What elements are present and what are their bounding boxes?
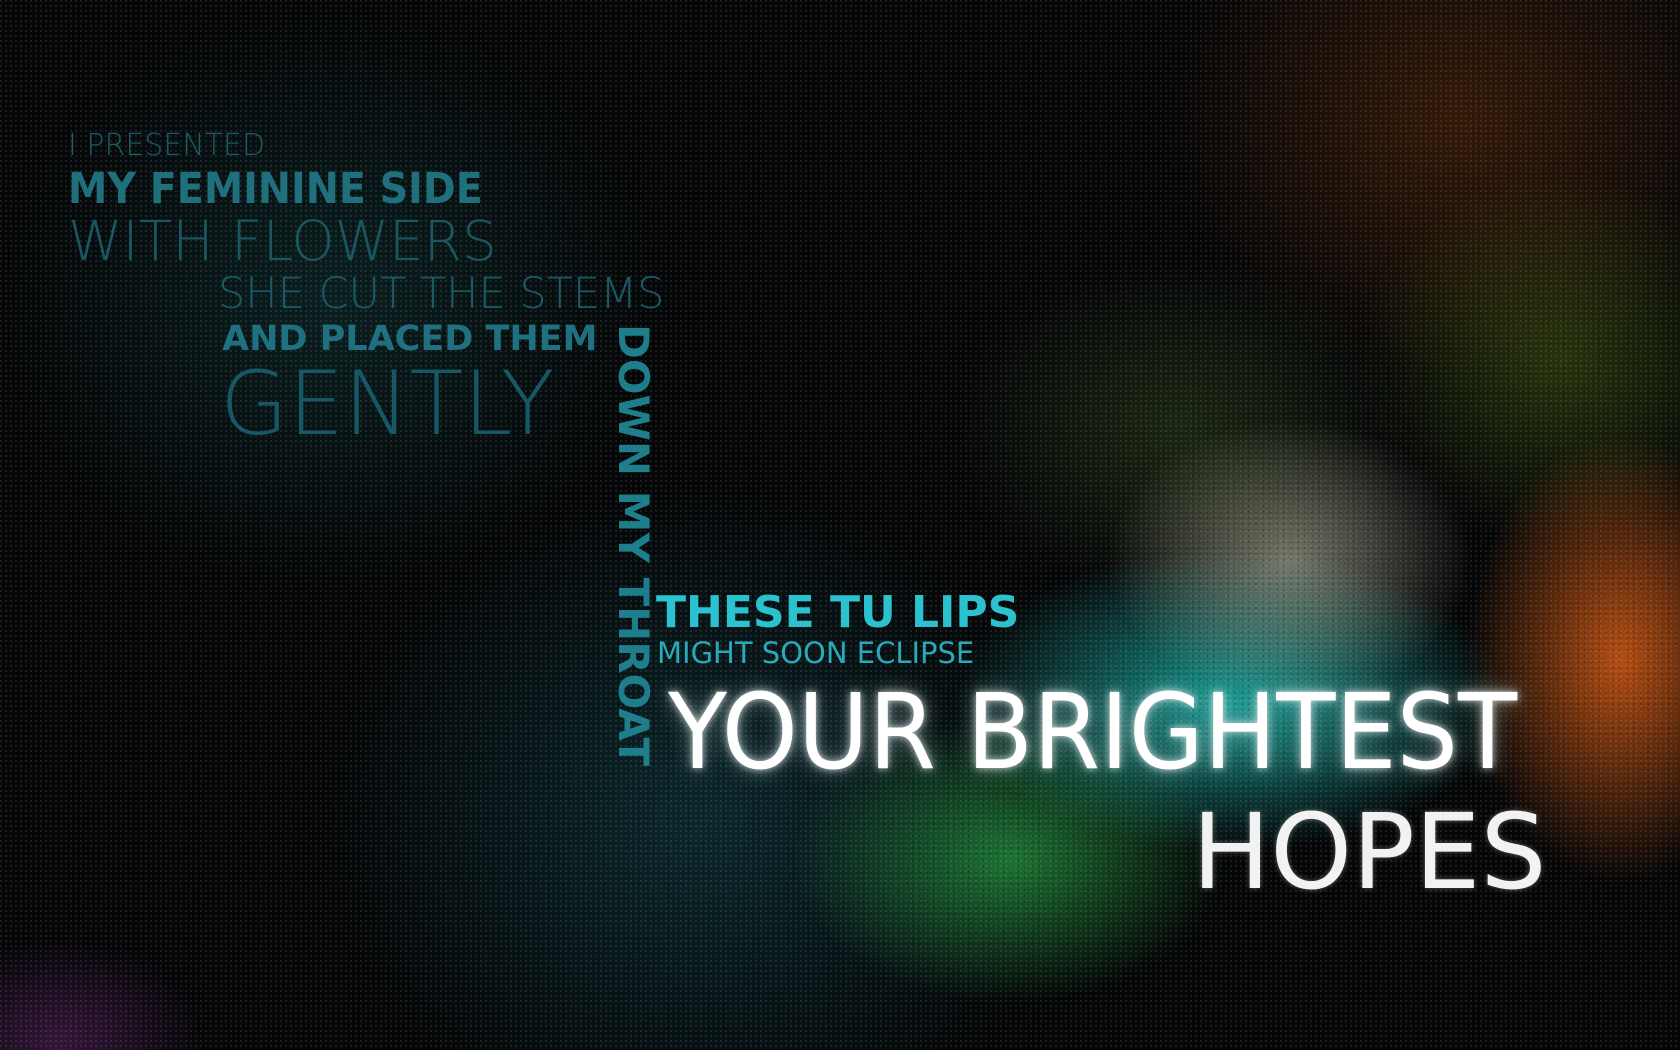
lyric-line-with-flowers: WITH FLOWERS <box>68 209 497 273</box>
lyric-line-your-brightest: YOUR BRIGHTEST <box>668 671 1518 793</box>
lyric-line-and-placed-them: AND PLACED THEM <box>222 319 598 359</box>
lyric-line-these-tu-lips: THESE TU LIPS <box>656 587 1020 638</box>
lyric-line-gently: GENTLY <box>220 352 555 455</box>
lyric-line-she-cut-the-stems: SHE CUT THE STEMS <box>218 269 665 319</box>
lyric-line-hopes: HOPES <box>1192 791 1547 913</box>
lyric-line-my-feminine-side: MY FEMININE SIDE <box>68 164 483 214</box>
lyric-line-i-presented: I PRESENTED <box>68 128 266 163</box>
lyric-line-down-my-throat-vertical: DOWN MY THROAT <box>609 324 658 767</box>
lyric-line-might-soon-eclipse: MIGHT SOON ECLIPSE <box>657 636 975 670</box>
